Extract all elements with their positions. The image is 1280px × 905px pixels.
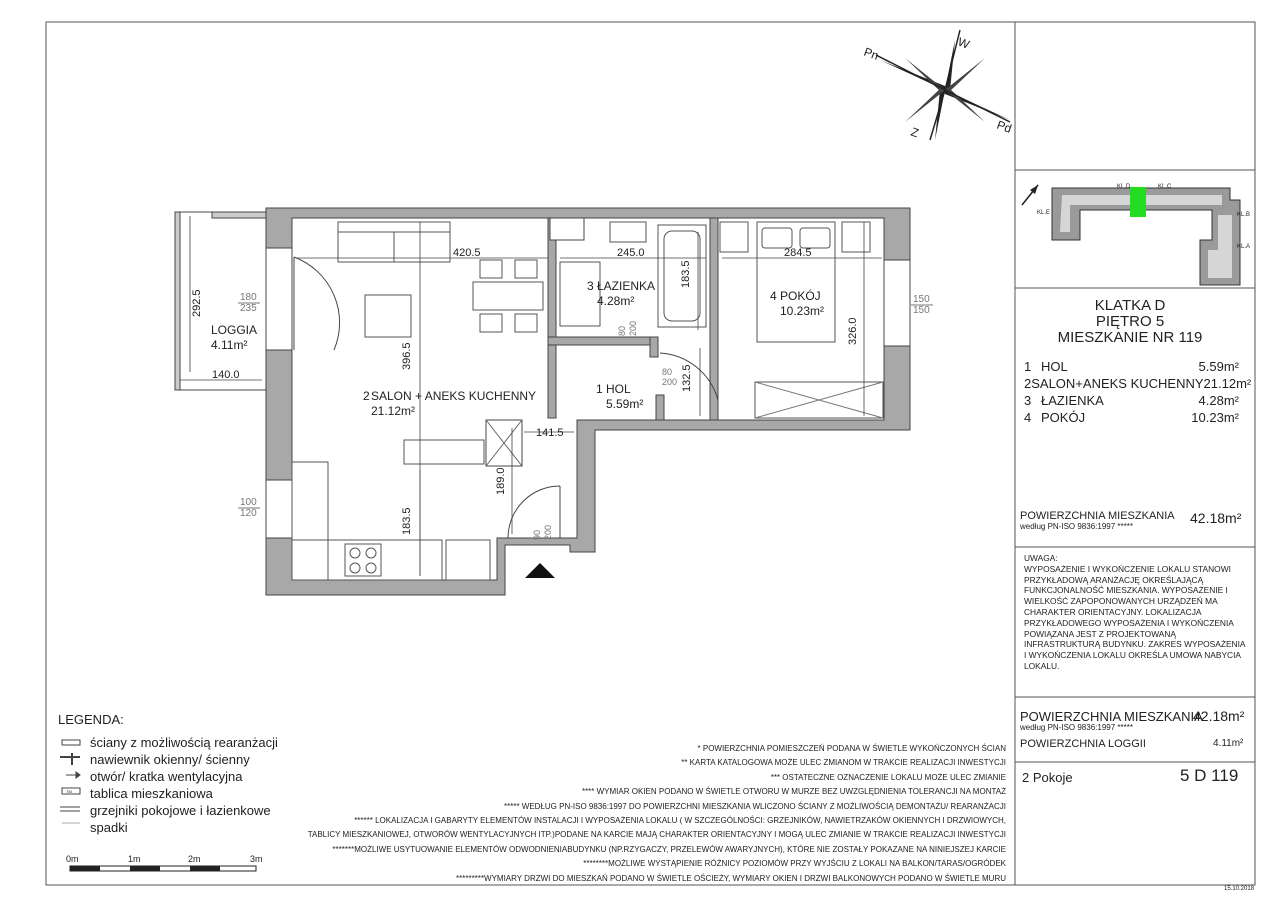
dim-7: 132.5	[681, 364, 693, 392]
compass-z: Z	[908, 124, 921, 141]
compass-rose	[862, 30, 1014, 140]
stair-label: KLATKA D	[1094, 297, 1166, 314]
scale-bar	[66, 854, 263, 871]
area-label: POWIERZCHNIA MIESZKANIA	[1020, 510, 1175, 522]
room-salon-area: 21.12m²	[371, 404, 416, 418]
area-value: 42.18m²	[1190, 510, 1242, 526]
svg-text:3: 3	[587, 279, 594, 293]
key-plan	[1022, 184, 1250, 285]
legend-item: otwór/ kratka wentylacyjna	[90, 769, 243, 784]
svg-text:80: 80	[662, 367, 673, 377]
unit-code: 5 D 119	[1180, 766, 1239, 785]
dim-2: 245.0	[617, 247, 645, 259]
room-hol-name: HOL	[606, 382, 631, 396]
svg-text:200: 200	[543, 524, 553, 540]
room-salon-name: SALON + ANEKS KUCHENNY	[371, 389, 537, 403]
svg-text:KL.E: KL.E	[1037, 210, 1051, 216]
room-list	[1024, 359, 1252, 427]
svg-text:150: 150	[913, 305, 930, 316]
compass-pn: Pn	[861, 44, 881, 63]
svg-text:KL.C: KL.C	[1158, 184, 1172, 190]
summary-area-sub: według PN-ISO 9836:1997 *****	[1020, 723, 1133, 732]
legend-item: grzejniki pokojowe i łazienkowe	[90, 803, 271, 818]
rooms-count: 2 Pokoje	[1022, 770, 1073, 785]
area-sub: według PN-ISO 9836:1997 *****	[1020, 522, 1133, 531]
dim-6: 396.5	[401, 342, 413, 370]
legend-title: LEGENDA:	[58, 712, 124, 727]
highlight-unit	[1130, 187, 1146, 217]
summary-loggia-label: POWIERZCHNIA LOGGII	[1020, 738, 1146, 750]
compass-pd: Pd	[994, 117, 1014, 136]
date: 15.10.2018	[1224, 886, 1255, 892]
dim-5: 326.0	[847, 317, 859, 345]
dim-1: 420.5	[453, 247, 481, 259]
summary-loggia-value: 4.11m²	[1213, 738, 1244, 749]
legend-list	[90, 734, 278, 836]
svg-text:120: 120	[240, 508, 257, 519]
svg-text:2: 2	[363, 389, 370, 403]
svg-text:TM: TM	[66, 789, 72, 794]
dim-10: 183.5	[401, 507, 413, 535]
svg-text:150: 150	[913, 294, 930, 305]
dim-3: 284.5	[784, 247, 812, 259]
dim-11: 292.5	[191, 289, 203, 317]
compass-w: W	[955, 34, 972, 52]
floor-label: PIĘTRO 5	[1095, 313, 1165, 330]
summary-area-label: POWIERZCHNIA MIESZKANIA	[1020, 709, 1203, 724]
dim-9: 189.0	[495, 467, 507, 495]
room-list-item: 4 POKÓJ 10.23m²	[1024, 410, 1239, 425]
svg-text:KL.B: KL.B	[1237, 212, 1251, 218]
svg-text:KL.D: KL.D	[1117, 184, 1131, 190]
room-bath-area: 4.28m²	[597, 294, 635, 308]
legend-item: tablica mieszkaniowa	[90, 786, 213, 801]
dim-12: 140.0	[212, 369, 240, 381]
unit-label: MIESZKANIE NR 119	[1057, 329, 1203, 346]
svg-text:KL.A: KL.A	[1237, 244, 1251, 250]
dim-4: 183.5	[680, 260, 692, 288]
svg-text:200: 200	[662, 377, 678, 387]
svg-text:2m: 2m	[188, 854, 201, 864]
svg-text:0m: 0m	[66, 854, 79, 864]
svg-text:4: 4	[770, 289, 777, 303]
legend-item: nawiewnik okienny/ ścienny	[90, 752, 250, 767]
svg-text:200: 200	[628, 320, 638, 336]
svg-text:235: 235	[240, 303, 257, 314]
room-hol-area: 5.59m²	[606, 397, 644, 411]
room-list-item: 2 SALON+ANEKS KUCHENNY 21.12m²	[1024, 376, 1252, 391]
room-bath-name: ŁAZIENKA	[597, 279, 656, 293]
legend-item: spadki	[90, 820, 128, 835]
summary-area-value: 42.18m²	[1193, 708, 1245, 724]
svg-text:180: 180	[240, 292, 257, 303]
svg-text:80: 80	[617, 325, 627, 336]
svg-text:3m: 3m	[250, 854, 263, 864]
loggia-area: 4.11m²	[211, 338, 248, 352]
legend-item: ściany z możliwością rearanżacji	[90, 735, 278, 750]
header-block	[1030, 298, 1230, 346]
dim-8: 141.5	[536, 427, 564, 439]
room-list-item: 3 ŁAZIENKA 4.28m²	[1024, 393, 1239, 408]
loggia-name: LOGGIA	[211, 323, 258, 337]
room-bedroom-name: POKÓJ	[780, 289, 821, 303]
entrance-marker	[525, 563, 555, 578]
svg-text:90: 90	[532, 529, 542, 540]
legend-symbols	[60, 740, 80, 823]
room-list-item: 1 HOL 5.59m²	[1024, 359, 1239, 374]
note-block: UWAGA: WYPOSAŻENIE I WYKOŃCZENIE LOKALU STANOWI PRZYKŁADOWĄ ARANŻACJĘ OKREŚLAJĄCĄ FUNKCJONALNOŚĆ MIESZKANIA. WYPOSAŻENIE I WIELKOŚĆ ZAPOPONOWANYCH URZĄDZEŃ MA CHARAKTER ORIENTACYJNY. LOKALIZACJA PRZYKŁADOWEGO WYPOSAŻENIA I WYKOŃCZENIA POWIĄZANA JEST Z PROJEKTOWANĄ INFRASTRUKTURĄ BUDYNKU. ZAKRES WYPOSAŻENIA I WYKOŃCZENIA LOKALU OKREŚLA UMOWA NABYCIA LOKALU.	[1024, 553, 1246, 671]
svg-text:100: 100	[240, 497, 257, 508]
room-bedroom-area: 10.23m²	[780, 304, 825, 318]
footnotes: * POWIERZCHNIA POMIESZCZEŃ PODANA W ŚWIETLE WYKOŃCZONYCH ŚCIAN ** KARTA KATALOGOWA MOŻE ULEC ZMIANOM W TRAKCIE REALIZACJI INWESTYCJI *** OSTATECZNE OZNACZENIE LOKALU MOŻE ULEC ZMIANIE **** WYMIAR OKIEN PODANO W ŚWIETLE OTWORU W MURZE BEZ UWZGLĘDNIENIA TOLERANCJI NA MONTAŻ ***** WEDŁUG PN-ISO 9836:1997 DO POWIERZCHNI MIESZKANIA WLICZONO ŚCIANY Z MOŻLIWOŚCIĄ DEMONTAŻU/ REARANŻACJI ****** LOKALIZACJA I GABARYTY ELEMENTÓW INSTALACJI I WYPOSAŻENIA LOKALU ( W SZCZEGÓLNOŚCI: GRZEJNIKÓW, NAWIETRZAKÓW OKIENNYCH I DRZWIOWYCH, TABLICY MIESZKANIOWEJ, OTWORÓW WENTYLACYJNYCH ITP.)PODANE NA KARCIE MAJĄ CHARAKTER ORIENTACYJNY I MOGĄ ULEC ZMIANIE W TRAKCIE REALIZACJI INWESTYCJI *******MOŻLIWE USYTUOWANIE ELEMENTÓW ODWODNIENIABUDYNKU (NP.RZYGACZY, PRZELEWÓW AWARYJNYCH), KTÓRE NIE ZOSTAŁY POKAZANE NA NINIEJSZEJ KARCIE ********MOŻLIWE WYSTĄPIENIE RÓŻNICY POZIOMÓW PRZY WYJŚCIU Z LOKALI NA BALKON/TARAS/OGRÓDEK *********WYMIARY DRZWI DO MIESZKAŃ PODANO W ŚWIETLE OŚCIEŻY, WYMIARY OKIEN I DRZWI BALKONOWYCH PODANO W ŚWIETLE MURU	[307, 744, 1006, 883]
svg-text:1m: 1m	[128, 854, 141, 864]
svg-text:1: 1	[596, 382, 603, 396]
